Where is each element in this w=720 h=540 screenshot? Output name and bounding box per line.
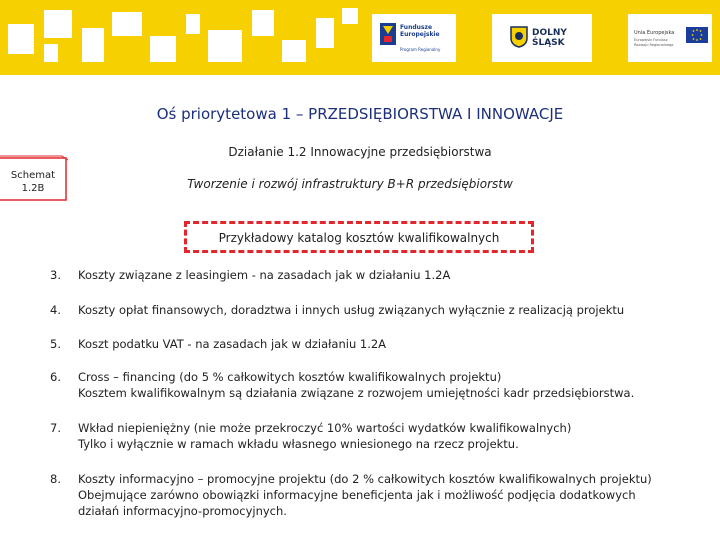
decor-shape <box>44 44 58 62</box>
decor-shape <box>316 18 334 48</box>
dolny-slask-logo <box>492 14 592 62</box>
page-title: Oś priorytetowa 1 – PRZEDSIĘBIORSTWA I INNOWACJE <box>156 105 564 123</box>
item-text: Koszty opłat finansowych, doradztwa i innych usług związanych wyłącznie z realizacją projektu <box>78 303 625 317</box>
fundusze-logo-text: Fundusze Europejskie <box>400 24 440 38</box>
decor-shape <box>112 12 142 36</box>
catalog-label-box <box>184 221 534 253</box>
unia-logo-title: Unia Europejska <box>634 30 675 36</box>
header-bar <box>0 0 720 75</box>
item-number: 7. <box>50 421 61 435</box>
scheme-subtitle: Tworzenie i rozwój infrastruktury B+R przedsiębiorstw <box>187 177 513 191</box>
decor-shape <box>8 24 34 54</box>
item-number: 6. <box>50 370 61 384</box>
item-text: Koszt podatku VAT - na zasadach jak w działaniu 1.2A <box>78 337 387 351</box>
item-number: 5. <box>50 337 61 351</box>
decor-shape <box>44 10 72 38</box>
decor-shape <box>82 28 104 62</box>
coat-of-arms-icon <box>510 26 528 48</box>
catalog-label: Przykładowy katalog kosztów kwalifikowalnych <box>218 231 500 245</box>
item-number: 3. <box>50 268 61 282</box>
item-text: Koszty związane z leasingiem - na zasadach jak w działaniu 1.2A <box>78 268 451 282</box>
decor-shape <box>150 36 176 62</box>
unia-europejska-logo <box>628 14 712 62</box>
decor-shape <box>208 30 242 62</box>
unia-logo-subtext: Europejski Fundusz Rozwoju Regionalnego <box>634 38 674 47</box>
schemat-label: Schemat 1.2B <box>10 170 56 194</box>
action-heading: Działanie 1.2 Innowacyjne przedsiębiorstwa <box>228 145 492 159</box>
decor-shape <box>282 40 306 62</box>
decor-shape <box>342 8 358 24</box>
fundusze-europejskie-logo <box>372 14 456 62</box>
item-number: 8. <box>50 472 61 486</box>
dolny-slask-logo-text: DOLNY ŚLĄSK <box>532 28 567 48</box>
eu-flag-icon <box>686 27 708 43</box>
stars-flag-icon <box>380 23 396 45</box>
decor-shape <box>186 14 200 34</box>
item-number: 4. <box>50 303 61 317</box>
item-text: Wkład niepieniężny (nie może przekroczyć 10% wartości wydatków kwalifikowalnych) Tylko i wyłącznie w ramach wkładu własnego wniesionego na rzecz projektu. <box>78 421 572 451</box>
decor-shape <box>252 10 274 36</box>
item-text: Cross – financing (do 5 % całkowitych kosztów kwalifikowalnych projektu) Kosztem kwalifikowalnym są działania związane z rozwojem umiejętności kadr przedsiębiorstwa. <box>78 370 635 400</box>
item-text: Koszty informacyjno – promocyjne projektu (do 2 % całkowitych kosztów kwalifikowalnych projektu) Obejmujące zarówno obowiązki informacyjne beneficjenta jak i możliwość podjęcia dodatkowych działań informacyjno-promocyjnych. <box>78 472 652 518</box>
fundusze-logo-subtext: Program Regionalny <box>400 47 441 52</box>
